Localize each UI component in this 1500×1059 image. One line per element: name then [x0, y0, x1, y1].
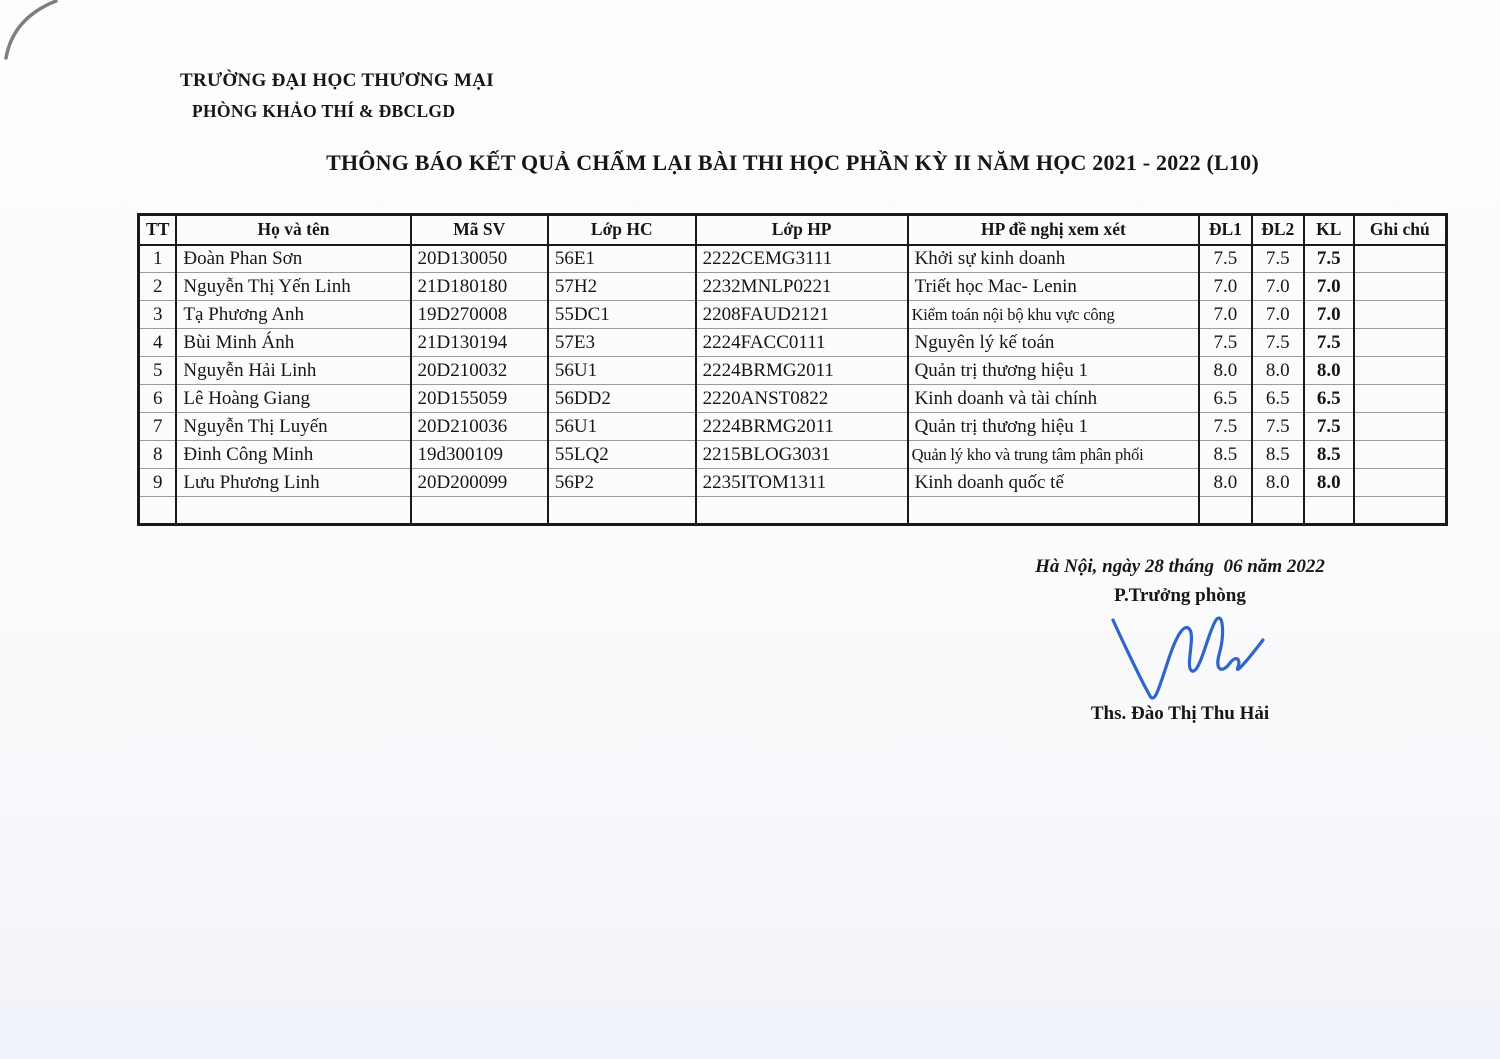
- cell-dl1: [1199, 497, 1251, 525]
- cell-dl2: 8.0: [1252, 469, 1304, 497]
- cell-stt: 4: [139, 329, 177, 357]
- signer-name: Ths. Đào Thị Thu Hải: [1090, 703, 1270, 724]
- cell-dl2: 7.5: [1252, 329, 1304, 357]
- cell-lop-hp: 2224FACC0111: [696, 329, 908, 357]
- signature-scribble: [1095, 610, 1265, 700]
- cell-hp-de-nghi-xem-xet: Kinh doanh quốc tế: [908, 469, 1200, 497]
- cell-dl1: 8.0: [1199, 357, 1251, 385]
- cell-dl2: 7.5: [1252, 413, 1304, 441]
- cell-ho-va-ten: Lưu Phương Linh: [176, 469, 410, 497]
- cell-kl: 7.5: [1304, 413, 1354, 441]
- cell-ghi-chu: [1354, 357, 1447, 385]
- col-header-lop-hc: Lớp HC: [548, 215, 696, 245]
- results-table: [137, 213, 1448, 526]
- col-header-lop-hp: Lớp HP: [696, 215, 908, 245]
- cell-ho-va-ten: Lê Hoàng Giang: [176, 385, 410, 413]
- cell-ghi-chu: [1354, 441, 1447, 469]
- cell-dl1: 6.5: [1199, 385, 1251, 413]
- cell-ghi-chu: [1354, 385, 1447, 413]
- table-row: [139, 273, 1447, 301]
- table-row: [139, 245, 1447, 273]
- cell-lop-hc: 56DD2: [548, 385, 696, 413]
- cell-dl1: 7.5: [1199, 245, 1251, 273]
- cell-stt: 9: [139, 469, 177, 497]
- cell-ho-va-ten: Tạ Phương Anh: [176, 301, 410, 329]
- cell-lop-hp: 2224BRMG2011: [696, 357, 908, 385]
- cell-lop-hp: 2222CEMG3111: [696, 245, 908, 273]
- cell-kl: 6.5: [1304, 385, 1354, 413]
- cell-ho-va-ten: Bùi Minh Ánh: [176, 329, 410, 357]
- org-name: TRƯỜNG ĐẠI HỌC THƯƠNG MẠI: [180, 70, 494, 91]
- results-table-body: [139, 245, 1447, 525]
- cell-ho-va-ten: Đinh Công Minh: [176, 441, 410, 469]
- cell-lop-hc: [548, 497, 696, 525]
- cell-stt: 6: [139, 385, 177, 413]
- cell-dl2: 7.0: [1252, 301, 1304, 329]
- cell-hp-de-nghi-xem-xet: Triết học Mac- Lenin: [908, 273, 1200, 301]
- cell-kl: 7.0: [1304, 301, 1354, 329]
- cell-dl2: 7.0: [1252, 273, 1304, 301]
- table-row: [139, 413, 1447, 441]
- cell-lop-hp: 2208FAUD2121: [696, 301, 908, 329]
- cell-stt: 3: [139, 301, 177, 329]
- cell-ma-sv: 20D155059: [411, 385, 548, 413]
- cell-hp-de-nghi-xem-xet: Quản lý kho và trung tâm phân phối: [908, 441, 1200, 469]
- date-place-line: Hà Nội, ngày 28 tháng 06 năm 2022: [1035, 556, 1325, 577]
- cell-dl1: 7.0: [1199, 301, 1251, 329]
- cell-kl: 8.0: [1304, 469, 1354, 497]
- cell-ma-sv: 19d300109: [411, 441, 548, 469]
- cell-ho-va-ten: [176, 497, 410, 525]
- table-row: [139, 385, 1447, 413]
- cell-hp-de-nghi-xem-xet: Quản trị thương hiệu 1: [908, 357, 1200, 385]
- cell-ghi-chu: [1354, 329, 1447, 357]
- table-row: [139, 357, 1447, 385]
- cell-dl2: 6.5: [1252, 385, 1304, 413]
- cell-ma-sv: 20D210032: [411, 357, 548, 385]
- cell-kl: 7.5: [1304, 245, 1354, 273]
- col-header-dl2: ĐL2: [1252, 215, 1304, 245]
- cell-ma-sv: 21D130194: [411, 329, 548, 357]
- cell-kl: 8.5: [1304, 441, 1354, 469]
- cell-ma-sv: 21D180180: [411, 273, 548, 301]
- cell-ma-sv: 20D200099: [411, 469, 548, 497]
- cell-kl: [1304, 497, 1354, 525]
- signature-wrap: [980, 609, 1380, 701]
- cell-dl1: 7.0: [1199, 273, 1251, 301]
- cell-stt: 7: [139, 413, 177, 441]
- cell-stt: 5: [139, 357, 177, 385]
- cell-lop-hp: 2235ITOM1311: [696, 469, 908, 497]
- results-table-head: [139, 215, 1447, 245]
- cell-kl: 7.0: [1304, 273, 1354, 301]
- col-header-kl: KL: [1304, 215, 1354, 245]
- cell-ma-sv: 20D210036: [411, 413, 548, 441]
- cell-lop-hp: [696, 497, 908, 525]
- cell-dl1: 8.0: [1199, 469, 1251, 497]
- signer-title: P.Trưởng phòng: [1114, 585, 1246, 606]
- header-row: [139, 215, 1447, 245]
- col-header-dl1: ĐL1: [1199, 215, 1251, 245]
- cell-lop-hc: 56E1: [548, 245, 696, 273]
- cell-kl: 7.5: [1304, 329, 1354, 357]
- cell-stt: 1: [139, 245, 177, 273]
- cell-hp-de-nghi-xem-xet: Quản trị thương hiệu 1: [908, 413, 1200, 441]
- org-department: PHÒNG KHẢO THÍ & ĐBCLGD: [192, 101, 456, 121]
- cell-ghi-chu: [1354, 245, 1447, 273]
- cell-lop-hp: 2220ANST0822: [696, 385, 908, 413]
- cell-dl1: 8.5: [1199, 441, 1251, 469]
- cell-ho-va-ten: Nguyễn Hải Linh: [176, 357, 410, 385]
- col-header-hp-de-nghi-xem-xet: HP đề nghị xem xét: [908, 215, 1200, 245]
- cell-stt: 8: [139, 441, 177, 469]
- table-row: [139, 441, 1447, 469]
- cell-lop-hc: 56P2: [548, 469, 696, 497]
- cell-dl1: 7.5: [1199, 413, 1251, 441]
- cell-lop-hc: 56U1: [548, 357, 696, 385]
- cell-dl1: 7.5: [1199, 329, 1251, 357]
- cell-lop-hp: 2232MNLP0221: [696, 273, 908, 301]
- cell-lop-hc: 55DC1: [548, 301, 696, 329]
- cell-ho-va-ten: Nguyễn Thị Luyến: [176, 413, 410, 441]
- col-header-stt: TT: [139, 215, 177, 245]
- cell-lop-hc: 55LQ2: [548, 441, 696, 469]
- cell-lop-hc: 57H2: [548, 273, 696, 301]
- cell-ma-sv: 19D270008: [411, 301, 548, 329]
- cell-stt: [139, 497, 177, 525]
- cell-lop-hp: 2224BRMG2011: [696, 413, 908, 441]
- cell-dl2: 7.5: [1252, 245, 1304, 273]
- col-header-ho-va-ten: Họ và tên: [176, 215, 410, 245]
- cell-ghi-chu: [1354, 273, 1447, 301]
- col-header-ma-sv: Mã SV: [411, 215, 548, 245]
- cell-ho-va-ten: Nguyễn Thị Yến Linh: [176, 273, 410, 301]
- document-title: THÔNG BÁO KẾT QUẢ CHẤM LẠI BÀI THI HỌC PHẦN KỲ II NĂM HỌC 2021 - 2022 (L10): [326, 150, 1259, 175]
- cell-hp-de-nghi-xem-xet: Kinh doanh và tài chính: [908, 385, 1200, 413]
- cell-hp-de-nghi-xem-xet: Nguyên lý kế toán: [908, 329, 1200, 357]
- cell-ghi-chu: [1354, 301, 1447, 329]
- cell-hp-de-nghi-xem-xet: Khởi sự kinh doanh: [908, 245, 1200, 273]
- cell-lop-hc: 57E3: [548, 329, 696, 357]
- cell-hp-de-nghi-xem-xet: Kiểm toán nội bộ khu vực công: [908, 301, 1200, 329]
- scan-edge-artifact: [0, 0, 80, 66]
- signature-block: [980, 556, 1380, 725]
- cell-ma-sv: [411, 497, 548, 525]
- cell-ghi-chu: [1354, 413, 1447, 441]
- cell-stt: 2: [139, 273, 177, 301]
- cell-dl2: [1252, 497, 1304, 525]
- letterhead: [180, 70, 494, 122]
- table-row: [139, 497, 1447, 525]
- cell-kl: 8.0: [1304, 357, 1354, 385]
- cell-ho-va-ten: Đoàn Phan Sơn: [176, 245, 410, 273]
- cell-lop-hp: 2215BLOG3031: [696, 441, 908, 469]
- table-row: [139, 301, 1447, 329]
- cell-dl2: 8.0: [1252, 357, 1304, 385]
- table-row: [139, 329, 1447, 357]
- cell-lop-hc: 56U1: [548, 413, 696, 441]
- cell-ma-sv: 20D130050: [411, 245, 548, 273]
- cell-dl2: 8.5: [1252, 441, 1304, 469]
- cell-ghi-chu: [1354, 497, 1447, 525]
- col-header-ghi-chu: Ghi chú: [1354, 215, 1447, 245]
- cell-hp-de-nghi-xem-xet: [908, 497, 1200, 525]
- signature-stroke: [1113, 618, 1263, 698]
- table-row: [139, 469, 1447, 497]
- cell-ghi-chu: [1354, 469, 1447, 497]
